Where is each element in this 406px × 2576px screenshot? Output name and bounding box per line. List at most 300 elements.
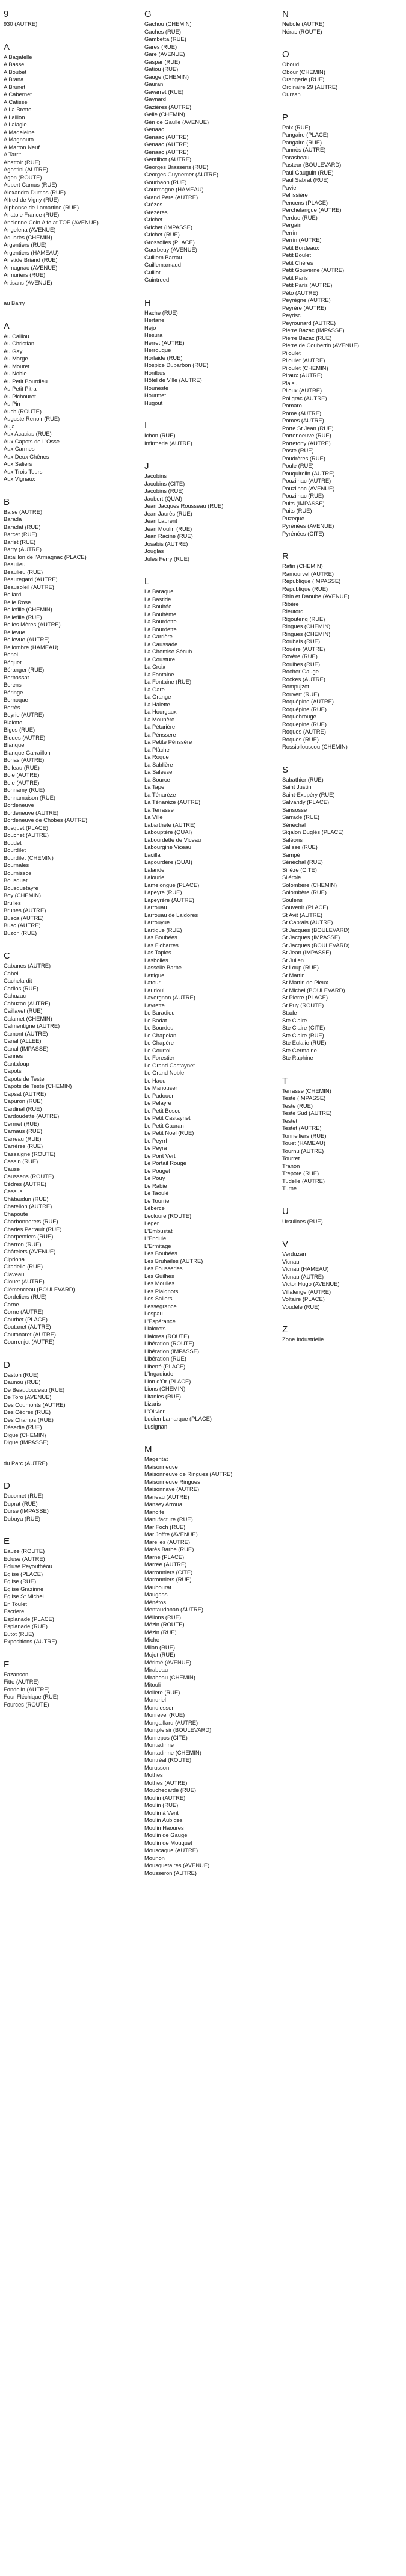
street-entry: La Gare — [144, 685, 165, 693]
street-entry: Maisonneuve de Ringues (AUTRE) — [144, 1471, 233, 1477]
street-entry: Bernoque — [4, 696, 28, 703]
street-entry: Silérole — [282, 874, 301, 880]
street-entry: Gauge (CHEMIN) — [144, 73, 189, 80]
street-entry: Voltaire (PLACE) — [282, 1296, 325, 1302]
street-entry: Auguste Renoir (RUE) — [4, 415, 60, 422]
section-letter: 9 — [4, 9, 9, 19]
index-section — [144, 1444, 272, 1877]
street-entry: Solombère (CHEMIN) — [282, 881, 337, 888]
street-entry: Ribère — [282, 600, 299, 607]
street-entry: Lartigue (RUE) — [144, 926, 182, 933]
street-entry: Moulin de Mouquet — [144, 1839, 192, 1846]
street-entry: Expositions (AUTRE) — [4, 1638, 57, 1645]
street-entry: Mothes — [144, 1771, 163, 1778]
street-entry: Carrères (RUE) — [4, 1143, 43, 1149]
street-entry: Plaisu — [282, 379, 298, 386]
street-entry: St Jacques (BOULEVARD) — [282, 941, 350, 948]
street-entry: A Marton Neuf — [4, 143, 40, 150]
street-entry: Argentiers (HAMEAU) — [4, 249, 59, 256]
street-entry: Esplanade (PLACE) — [4, 1615, 54, 1622]
street-entry: Sigalon Duglès (PLACE) — [282, 829, 344, 835]
street-entry: Jacobins (RUE) — [144, 487, 184, 494]
street-entry: La Ténarèze — [144, 791, 176, 798]
street-entry: St Martin — [282, 971, 305, 978]
street-entry: Cabel — [4, 969, 19, 977]
street-entry: Mojot (RUE) — [144, 1651, 176, 1658]
street-entry: Las Ficharres — [144, 941, 179, 948]
street-entry: Rieutord — [282, 608, 304, 614]
street-entry: Hache (RUE) — [144, 309, 178, 316]
street-entry: Horlaide (RUE) — [144, 354, 183, 361]
street-entry: Au Gay — [4, 347, 23, 354]
street-entry: Tourret — [282, 1155, 300, 1161]
index-column-3 — [282, 8, 406, 1357]
street-entry: Poste (RUE) — [282, 447, 314, 454]
street-entry: Peyrègne (AUTRE) — [282, 297, 331, 303]
street-entry: Abattoir (RUE) — [4, 158, 40, 165]
section-letter: R — [282, 551, 289, 561]
street-entry: Libération (ROUTE) — [144, 1340, 194, 1347]
street-entry: Belle Rose — [4, 598, 31, 605]
street-entry: Barlet (RUE) — [4, 538, 36, 545]
street-entry: Ringues (CHEMIN) — [282, 630, 331, 637]
street-entry: Grand Pere (AUTRE) — [144, 193, 198, 200]
street-entry: Gaches (RUE) — [144, 28, 181, 35]
street-entry: Guillem Barrau — [144, 253, 182, 261]
street-entry: La Sablière — [144, 761, 173, 768]
street-entry: Maisonneuve Ringues — [144, 1478, 200, 1485]
street-entry: Ste Claire (RUE) — [282, 1031, 324, 1039]
section-letter: D — [4, 1359, 10, 1370]
street-entry: Lialorets — [144, 1325, 166, 1332]
street-list — [4, 1548, 131, 1646]
street-entry: Marne (PLACE) — [144, 1553, 185, 1560]
index-column-2 — [144, 8, 272, 1890]
street-entry: Villalenge (AUTRE) — [282, 1288, 331, 1295]
street-entry: Saint Justin — [282, 783, 312, 790]
section-letter: T — [282, 1075, 288, 1086]
street-entry: Jouglas — [144, 548, 164, 554]
street-entry: Hugout — [144, 399, 163, 406]
street-entry: Mousquetaires (AVENUE) — [144, 1862, 210, 1868]
street-entry: Capots de Teste (CHEMIN) — [4, 1083, 72, 1089]
section-letter: L — [144, 576, 150, 587]
street-entry: Marès Barbe (RUE) — [144, 1546, 194, 1552]
street-entry: Labourgine Viceau — [144, 844, 192, 850]
street-entry: Les Guilhes — [144, 1272, 174, 1279]
street-entry: A Brana — [4, 76, 24, 82]
street-entry: Bournales — [4, 862, 29, 868]
street-entry: Beyrie (AUTRE) — [4, 711, 45, 718]
street-entry: Boileau (RUE) — [4, 764, 40, 771]
street-entry: Gén de Gaulle (AVENUE) — [144, 118, 209, 125]
street-entry: Hôtel de Ville (AUTRE) — [144, 377, 202, 383]
street-entry: Georges Guynemer (AUTRE) — [144, 171, 218, 178]
street-entry: Hésura — [144, 332, 163, 338]
street-list — [4, 1492, 131, 1522]
street-entry: Alphonse de Lamartine (RUE) — [4, 203, 79, 211]
index-section — [4, 1480, 131, 1522]
index-section — [144, 576, 272, 1430]
street-entry: Les Fousseries — [144, 1265, 183, 1271]
street-entry: Vicnau — [282, 1258, 300, 1265]
street-entry: Gazières (AUTRE) — [144, 103, 192, 110]
street-entry: Lusignan — [144, 1422, 168, 1430]
street-entry: Larrouyue — [144, 919, 170, 925]
street-entry: Gatiou (RUE) — [144, 66, 179, 72]
street-entry: Bousquet — [4, 877, 28, 883]
street-entry: Cassin (RUE) — [4, 1158, 38, 1164]
street-entry: Ancienne Coin Alfe at TOE (AVENUE) — [4, 218, 99, 226]
street-entry: Ursulines (RUE) — [282, 1217, 323, 1225]
street-entry: Touet (HAMEAU) — [282, 1140, 325, 1146]
street-entry: Roques (AUTRE) — [282, 728, 326, 735]
street-entry: Le Pont Vert — [144, 1152, 176, 1159]
section-letter: J — [144, 461, 149, 471]
street-entry: Eglise St Michel — [4, 1593, 44, 1599]
section-letter: F — [4, 1659, 10, 1670]
street-entry: Berbassat — [4, 673, 29, 681]
section-letter: O — [282, 49, 289, 60]
street-entry: Eglise (PLACE) — [4, 1570, 43, 1577]
street-entry: La Caussade — [144, 640, 178, 647]
street-entry: La Halette — [144, 700, 170, 708]
street-entry: Pomaro — [282, 402, 302, 409]
street-entry: Hejo — [144, 324, 156, 331]
street-entry: Bosquet (PLACE) — [4, 824, 48, 831]
street-entry: Monrevel (RUE) — [144, 1711, 185, 1718]
street-entry: Le Tourrie — [144, 1197, 170, 1204]
street-entry: Mousseron (AUTRE) — [144, 1869, 197, 1876]
street-entry: Canal (IMPASSE) — [4, 1045, 49, 1052]
street-entry: Gambetta (RUE) — [144, 36, 186, 42]
street-entry: St Jacques (BOULEVARD) — [282, 926, 350, 933]
street-entry: Gaynard — [144, 96, 166, 102]
street-entry: Piraux (AUTRE) — [282, 372, 323, 378]
street-entry: Bourdilet — [4, 847, 26, 853]
street-entry: Portenoeuve (RUE) — [282, 432, 331, 439]
street-entry: Miche — [144, 1636, 160, 1643]
street-entry: Jean Moulin (RUE) — [144, 525, 192, 532]
street-entry: Tudelle (AUTRE) — [282, 1177, 325, 1184]
street-entry: Barcet (RUE) — [4, 531, 37, 537]
street-entry: Aux Acacias (RUE) — [4, 430, 52, 437]
street-entry: La Terrasse — [144, 806, 174, 813]
street-entry: Bourdilet (CHEMIN) — [4, 854, 54, 861]
street-entry: La Bourdette — [144, 625, 177, 632]
street-entry: Capots de Teste — [4, 1075, 45, 1082]
street-entry: Labourdette de Viceau — [144, 836, 201, 843]
street-entry: Aux Carmes — [4, 445, 35, 452]
street-entry: Au Marge — [4, 355, 28, 362]
street-entry: Le Baradieu — [144, 1009, 175, 1016]
street-entry: La Grange — [144, 693, 171, 700]
street-entry: A La Brette — [4, 106, 32, 113]
street-entry: Gauran — [144, 81, 164, 87]
street-entry: Les Saliers — [144, 1295, 173, 1302]
street-entry: Mirabeau (CHEMIN) — [144, 1673, 195, 1681]
street-entry: Daston (RUE) — [4, 1371, 39, 1378]
street-entry: Labouptère (QUAI) — [144, 829, 192, 835]
street-entry: Châtaudun (RUE) — [4, 1195, 49, 1202]
street-entry: Bousquetayre — [4, 884, 38, 891]
street-entry: Roubals (RUE) — [282, 638, 321, 644]
section-letter: N — [282, 9, 289, 19]
street-entry: Citadelle (RUE) — [4, 1263, 43, 1270]
street-entry: Coutanaret (AUTRE) — [4, 1330, 57, 1338]
street-entry: Béquet — [4, 658, 22, 666]
street-entry: Aux Saliers — [4, 460, 32, 467]
street-entry: Roquebrouge — [282, 713, 316, 720]
street-entry: Clouet (AUTRE) — [4, 1278, 45, 1285]
street-entry: Mitouli — [144, 1681, 161, 1688]
section-letter: A — [4, 42, 10, 52]
street-entry: Paix (RUE) — [282, 123, 310, 131]
street-entry: Cause — [4, 1165, 20, 1172]
street-entry: Bioues (AUTRE) — [4, 734, 46, 741]
street-entry: Fources (ROUTE) — [4, 1700, 49, 1708]
street-entry: Chatelion (AUTRE) — [4, 1203, 52, 1209]
street-entry: Courbet (PLACE) — [4, 1315, 48, 1323]
street-entry: Brunes (AUTRE) — [4, 907, 46, 913]
street-entry: Petit Bordeaux — [282, 244, 319, 251]
street-entry: Marronniers (RUE) — [144, 1576, 192, 1583]
street-entry: Pyrénées (AVENUE) — [282, 522, 334, 529]
index-section — [144, 297, 272, 407]
street-entry: Ringues (CHEMIN) — [282, 623, 331, 629]
street-entry: Escriere — [4, 1608, 25, 1614]
street-entry: Bonnamaison (RUE) — [4, 794, 55, 801]
street-entry: Four Fléchique (RUE) — [4, 1693, 59, 1700]
street-entry: Salisse (RUE) — [282, 844, 318, 850]
street-entry: Lattigue — [144, 971, 165, 978]
street-entry: Le Chapelan — [144, 1031, 177, 1039]
street-entry: Parasbeau — [282, 153, 310, 161]
street-entry: Vicnau (HAMEAU) — [282, 1265, 329, 1272]
street-entry: Berrès — [4, 703, 20, 711]
street-entry: La Hourgaux — [144, 708, 177, 715]
street-entry: Bonnamy (RUE) — [4, 786, 45, 793]
street-entry: Tonnelliers (RUE) — [282, 1132, 327, 1139]
street-entry: Anatole France (RUE) — [4, 211, 60, 218]
street-list — [144, 20, 272, 284]
street-entry: Le Petit Gauran — [144, 1122, 184, 1129]
index-section — [4, 1536, 131, 1646]
street-entry: Le Badat — [144, 1016, 167, 1024]
street-entry: Mar Foch (RUE) — [144, 1523, 186, 1530]
street-entry: Puzeque — [282, 514, 305, 522]
street-entry: Mar Joffre (AVENUE) — [144, 1531, 198, 1537]
street-entry: Poudrères (RUE) — [282, 454, 325, 462]
street-entry: Stade — [282, 1009, 297, 1016]
index-section — [282, 112, 406, 538]
street-entry: Lalouriel — [144, 874, 166, 880]
street-entry: Sampé — [282, 851, 300, 858]
street-entry: A Magnauto — [4, 136, 34, 143]
street-entry: Des Cèdres (RUE) — [4, 1409, 51, 1415]
street-entry: Ourzan — [282, 91, 301, 97]
street-entry: Pouquirolin (AUTRE) — [282, 469, 335, 477]
street-entry: Layrette — [144, 1001, 165, 1008]
street-entry: De Toro (AVENUE) — [4, 1394, 52, 1400]
street-entry: Jean Jacques Rousseau (RUE) — [144, 502, 224, 509]
street-entry: Pyrénées (CITE) — [282, 530, 324, 537]
street-entry: Roulhes (RUE) — [282, 660, 321, 667]
street-entry: Lions (CHEMIN) — [144, 1385, 186, 1392]
street-entry: Peyrounard (AUTRE) — [282, 319, 336, 326]
street-entry: Bataillon de l'Armagnac (PLACE) — [4, 553, 87, 560]
street-entry: Manolfe — [144, 1508, 165, 1515]
street-entry: Pouzilhac (AUTRE) — [282, 477, 331, 484]
street-entry: Charron (RUE) — [4, 1240, 42, 1247]
street-entry: Cachelardit — [4, 977, 32, 984]
street-entry: Le Peyra — [144, 1144, 167, 1151]
street-entry: St Avit (AUTRE) — [282, 911, 323, 918]
street-entry: L'Ingadiude — [144, 1370, 174, 1377]
street-entry: St Pierre (PLACE) — [282, 994, 328, 1001]
street-entry: Bellombre (HAMEAU) — [4, 643, 59, 650]
street-entry: Des Coumonts (AUTRE) — [4, 1401, 66, 1408]
street-entry: Bellard — [4, 591, 22, 598]
street-entry: Lion d'Or (PLACE) — [144, 1377, 191, 1385]
street-entry: Gentilhot (AUTRE) — [144, 156, 192, 162]
street-entry: Monrepos (CITE) — [144, 1734, 188, 1741]
street-entry: Ichon (RUE) — [144, 432, 176, 439]
street-entry: Ordinaire 29 (AUTRE) — [282, 83, 338, 90]
street-entry: Sansosse — [282, 806, 307, 813]
street-entry: Bigos (RUE) — [4, 726, 35, 733]
street-entry: St Puy (ROUTE) — [282, 1001, 324, 1008]
street-entry: Béranger (RUE) — [4, 666, 45, 673]
street-entry: A Catisse — [4, 98, 28, 105]
street-entry: Saint-Exupéry (RUE) — [282, 791, 335, 798]
street-entry: Cermet (RUE) — [4, 1120, 40, 1127]
street-entry: Dubuya (RUE) — [4, 1515, 40, 1522]
street-entry: Gares (RUE) — [144, 43, 177, 50]
street-entry: Désertie (RUE) — [4, 1424, 42, 1430]
street-entry: Bellefille (RUE) — [4, 613, 42, 620]
street-list — [4, 20, 131, 28]
street-entry: Digue (IMPASSE) — [4, 1439, 49, 1445]
street-entry: Béringe — [4, 688, 23, 696]
street-entry: Cannes — [4, 1052, 23, 1059]
street-entry: Au Mouret — [4, 362, 30, 369]
street-entry: La Ville — [144, 814, 163, 820]
street-entry: Roquès (RUE) — [282, 735, 319, 743]
street-entry: Rocher Gauge — [282, 668, 319, 675]
street-list — [144, 1456, 272, 1877]
street-entry: Gourbaon (RUE) — [144, 178, 187, 185]
street-entry: Milan (RUE) — [144, 1643, 176, 1651]
street-entry: Moulin Haoures — [144, 1824, 184, 1831]
street-entry: Hertane — [144, 317, 165, 323]
street-entry: Jaubert (QUAI) — [144, 495, 183, 502]
street-entry: Tournu (AUTRE) — [282, 1147, 324, 1154]
index-section — [282, 8, 406, 36]
street-entry: Alexandra Dumas (RUE) — [4, 188, 66, 196]
street-entry: Artisans (AVENUE) — [4, 279, 52, 286]
street-entry: La Croix — [144, 663, 165, 670]
street-entry: Lagourdère (QUAI) — [144, 859, 192, 865]
street-entry: Cardoudette (AUTRE) — [4, 1113, 60, 1119]
street-entry: au Barry — [4, 300, 25, 306]
street-entry: Rovère (RUE) — [282, 653, 318, 659]
street-entry: Blanque Garraillon — [4, 749, 51, 756]
street-entry: Rouère (AUTRE) — [282, 645, 325, 652]
street-entry: Corne (AUTRE) — [4, 1308, 44, 1315]
street-entry: Liberté (PLACE) — [144, 1362, 186, 1370]
street-entry: Agostini (AUTRE) — [4, 166, 48, 173]
street-entry: Herret (AUTRE) — [144, 339, 185, 346]
street-entry: Jules Ferry (RUE) — [144, 555, 190, 562]
street-entry: Corne — [4, 1300, 19, 1308]
street-entry: Perrin — [282, 229, 298, 236]
street-entry: Latour — [144, 979, 161, 986]
street-entry: Des Champs (RUE) — [4, 1416, 54, 1423]
street-list — [282, 20, 406, 36]
street-entry: Montréal (ROUTE) — [144, 1756, 192, 1763]
street-entry: Argentiers (RUE) — [4, 241, 47, 248]
street-entry: Belles Mères (AUTRE) — [4, 621, 61, 628]
street-entry: Larrouau de Laidores — [144, 911, 198, 918]
street-entry: Baise (AUTRE) — [4, 508, 43, 515]
street-entry: Benel — [4, 651, 18, 658]
street-entry: St Loup (RUE) — [282, 964, 319, 971]
street-entry: du Parc (AUTRE) — [4, 1459, 48, 1466]
street-entry: Le Chapère — [144, 1039, 174, 1046]
street-entry: Bialotte — [4, 718, 23, 726]
street-list — [4, 1371, 131, 1447]
street-entry: Aux Deux Chênes — [4, 452, 49, 460]
street-entry: Rouvert (RUE) — [282, 690, 319, 697]
street-entry: Souvenir (PLACE) — [282, 904, 328, 910]
street-entry: Rockes (AUTRE) — [282, 675, 325, 682]
street-entry: Laurioul — [144, 986, 165, 993]
street-entry: Ecluse (AUTRE) — [4, 1555, 45, 1562]
street-entry: 930 (AUTRE) — [4, 20, 38, 27]
section-letter: Z — [282, 1324, 288, 1335]
street-entry: Bole (AUTRE) — [4, 779, 40, 786]
street-entry: Nérac (ROUTE) — [282, 28, 322, 35]
street-entry: Ste Eulalie (RUE) — [282, 1039, 327, 1046]
street-entry: Au Pin — [4, 400, 20, 407]
street-entry: Paviel — [282, 184, 298, 191]
street-entry: Libération (IMPASSE) — [144, 1347, 200, 1354]
street-entry: Victor Hugo (AVENUE) — [282, 1280, 340, 1287]
street-entry: Bole (AUTRE) — [4, 771, 40, 778]
street-entry: Bellevue (AUTRE) — [4, 636, 50, 643]
street-entry: Pierre de Coubertin (AVENUE) — [282, 342, 359, 348]
index-section — [282, 1324, 406, 1344]
street-entry: Carreau (RUE) — [4, 1135, 42, 1142]
street-entry: Gare (AVENUE) — [144, 51, 185, 57]
street-entry: Peyrère (AUTRE) — [282, 304, 327, 311]
index-section — [4, 321, 131, 483]
street-entry: Cardinal (RUE) — [4, 1105, 42, 1112]
street-entry: Beausoleil (AUTRE) — [4, 583, 54, 590]
street-entry: Le Grand Castaynet — [144, 1061, 195, 1069]
street-list — [144, 309, 272, 407]
street-entry: Clémenceau (BOULEVARD) — [4, 1285, 75, 1293]
street-entry: Georges Brassens (RUE) — [144, 163, 209, 170]
street-entry: Genaac (AUTRE) — [144, 133, 189, 140]
street-entry: Pangaire (RUE) — [282, 138, 322, 146]
street-entry: La Cousture — [144, 655, 176, 663]
street-entry: Fitte (AUTRE) — [4, 1678, 39, 1685]
street-entry: Canal (ALLEE) — [4, 1037, 42, 1044]
street-list — [282, 61, 406, 99]
street-entry: Mothes (AUTRE) — [144, 1779, 188, 1786]
